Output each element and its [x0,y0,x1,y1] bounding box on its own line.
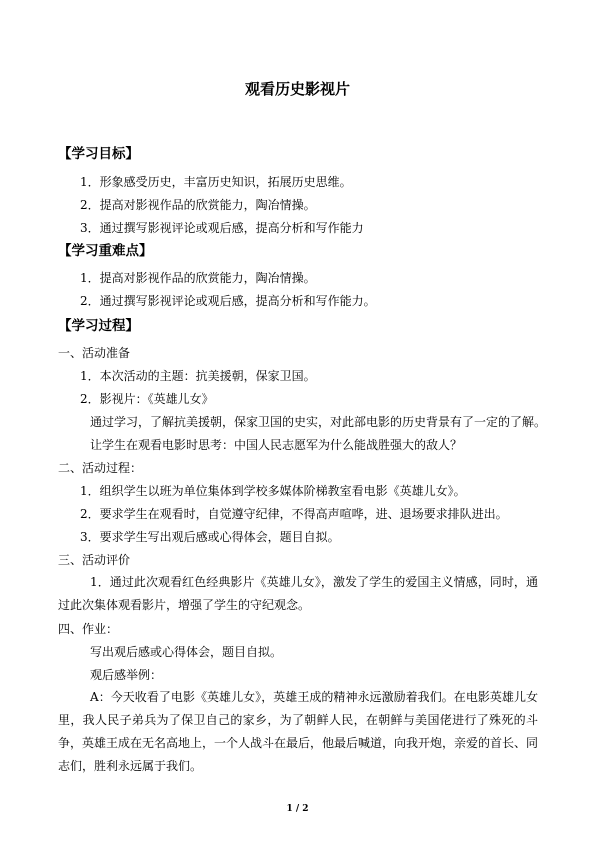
part4-heading: 四、作业： [58,622,119,636]
part1-heading: 一、活动准备 [58,346,131,360]
part1-item-2-text-2: 让学生在观看电影时思考：中国人民志愿军为什么能战胜强大的敌人？ [90,438,463,452]
goal-item-3: 3．通过撰写影视评论或观后感，提高分析和写作能力 [80,221,364,235]
part2-item-1: 1．组织学生以班为单位集体到学校多媒体阶梯教室看电影《英雄儿女》。 [80,484,466,498]
key-points-heading: 【学习重难点】 [58,243,153,259]
key-point-item-2: 2．通过撰写影视评论或观后感，提高分析和写作能力。 [80,294,376,308]
process-heading: 【学习过程】 [58,318,139,334]
part3-heading: 三、活动评价 [58,553,131,567]
part2-item-3: 3．要求学生写出观后感或心得体会，题目自拟。 [80,530,340,544]
part3-paragraph: 1．通过此次观看红色经典影片《英雄儿女》，激发了学生的爱国主义情感，同时，通过此次集体观看影片，增强了学生的守纪观念。 [58,575,538,612]
part2-heading: 二、活动过程： [58,461,143,475]
part4-example-paragraph: A：今天收看了电影《英雄儿女》，英雄王成的精神永远激励着我们。在电影英雄儿女里，我人民子弟兵为了保卫自己的家乡，为了朝鲜人民，在朝鲜与美国佬进行了殊死的斗争，英雄王成在无名高地上，一个人战斗在最后，他最后喊道，向我开炮，亲爱的首长、同志们，胜利永远属于我们。 [58,690,539,773]
page-number: 1 / 2 [286,804,309,814]
part1-item-2: 2．影视片：《英雄儿女》 [80,392,214,406]
part1-item-1: 1．本次活动的主题：抗美援朝，保家卫国。 [80,369,316,383]
goals-heading: 【学习目标】 [58,146,139,162]
page-title: 观看历史影视片 [244,80,350,98]
part4-task: 写出观后感或心得体会，题目自拟。 [90,645,283,659]
part2-item-2: 2．要求学生在观看时，自觉遵守纪律，不得高声喧哗，进、退场要求排队进出。 [80,507,508,521]
goal-item-1: 1．形象感受历史，丰富历史知识，拓展历史思维。 [80,175,352,189]
goal-item-2: 2．提高对影视作品的欣赏能力，陶冶情操。 [80,198,316,212]
part4-example-label: 观后感举例： [90,668,163,682]
part1-item-2-text-1: 通过学习，了解抗美援朝，保家卫国的史实，对此部电影的历史背景有了一定的了解。 [90,415,547,429]
key-point-item-1: 1．提高对影视作品的欣赏能力，陶冶情操。 [80,271,316,285]
